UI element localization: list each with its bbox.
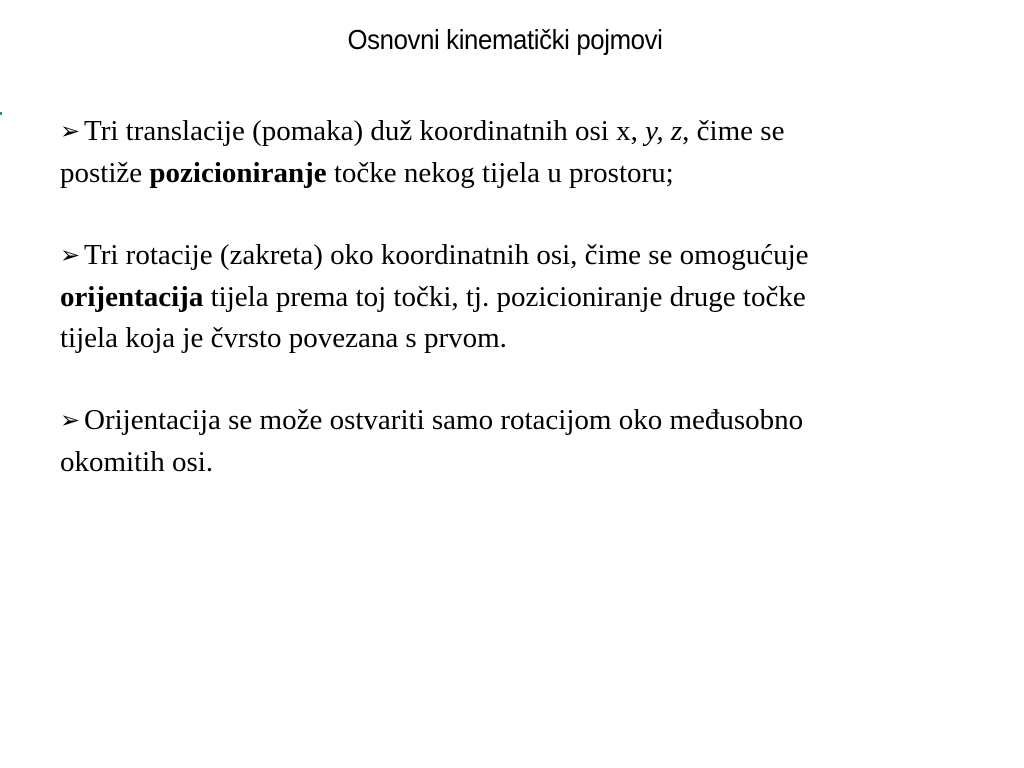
corner-mark — [0, 112, 2, 115]
slide-body — [60, 111, 990, 483]
arrow-bullet-icon: ➢ — [60, 243, 81, 269]
bullet-line — [60, 318, 990, 359]
bullet-line — [60, 153, 990, 194]
text-run: okomitih osi. — [60, 446, 214, 478]
text-run: , čime se — [682, 115, 785, 147]
bullet-point-rotations — [60, 235, 990, 359]
text-run: tijela prema toj točki, tj. pozicioniranje druge točke — [203, 281, 806, 313]
bullet-line — [60, 277, 990, 318]
arrow-bullet-icon: ➢ — [60, 408, 81, 434]
bullet-line — [60, 111, 990, 153]
text-run: postiže — [60, 157, 150, 189]
text-run: Tri translacije (pomaka) duž koordinatnih osi x, — [84, 115, 646, 147]
text-run: tijela koja je čvrsto povezana s prvom. — [60, 322, 507, 354]
bullet-line — [60, 400, 990, 442]
text-run: Orijentacija se može ostvariti samo rotacijom oko međusobno — [84, 404, 804, 436]
term-orijentacija: orijentacija — [60, 281, 204, 313]
text-run: točke nekog tijela u prostoru; — [326, 157, 674, 189]
slide-title: Osnovni kinematički pojmovi — [347, 24, 663, 55]
axis-names-italic: y, z — [645, 115, 683, 147]
term-pozicioniranje: pozicioniranje — [149, 157, 327, 189]
text-run: Tri rotacije (zakreta) oko koordinatnih osi, čime se omogućuje — [84, 239, 809, 271]
bullet-line — [60, 442, 990, 483]
bullet-line — [60, 235, 990, 277]
bullet-point-translations — [60, 111, 990, 194]
bullet-point-orientation — [60, 400, 990, 483]
arrow-bullet-icon: ➢ — [60, 119, 81, 145]
